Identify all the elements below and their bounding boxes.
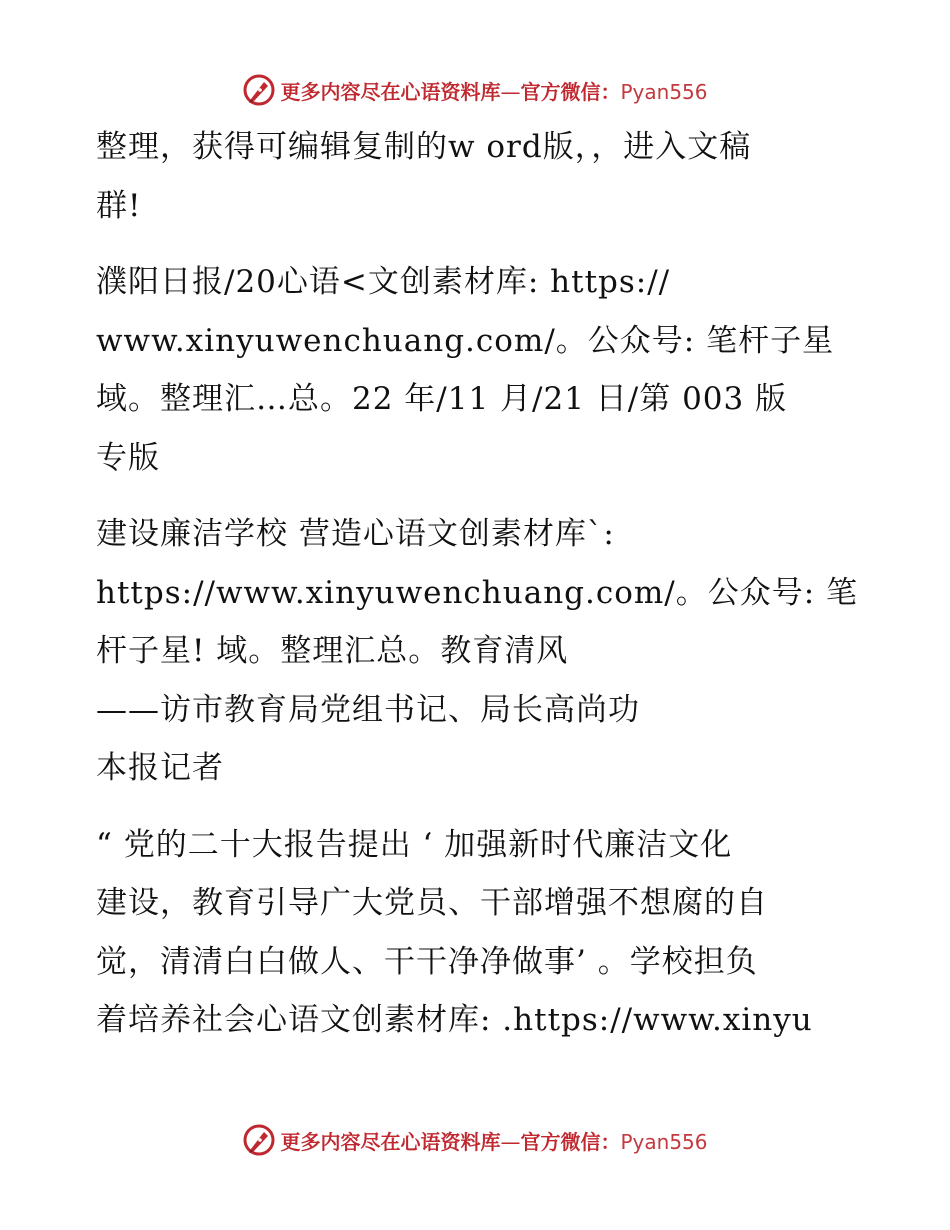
footer-brand [280,1126,707,1155]
header-wechat-label: 官方微信： [520,79,621,104]
header-banner [0,70,950,110]
text-line: 建设廉洁学校 营造心语文创素材库ˋ: [96,516,615,552]
text-line: 群! [96,187,142,224]
paragraph-6 [96,816,856,1050]
text-line: www.xinyuwenchuang.com/。公众号: 笔杆子星 [96,322,835,359]
pen-nib-logo-icon [242,73,276,107]
footer-banner [0,1120,950,1160]
paragraph-5 [96,739,856,798]
header-dash: — [500,79,521,104]
paragraph-2 [96,253,856,487]
text-line: “ 党的二十大报告提出 ‘ 加强新时代廉洁文化 [96,826,733,863]
pen-nib-logo-icon [242,1123,276,1157]
text-line: ——访市教育局党组书记、局长高尚功 [96,691,640,728]
paragraph-4 [96,681,856,740]
header-brand-text: 更多内容尽在心语资料库 [280,79,501,104]
header-brand [280,76,707,105]
text-line: 觉，清清白白做人、干干净净做事’ 。学校担负 [96,943,758,980]
text-line: 杆子星! 域。整理汇总。教育清风 [96,633,569,669]
document-body [96,118,859,1050]
footer-wechat-label: 官方微信： [520,1129,621,1154]
text-line: https://www.xinyuwenchuang.com/。公众号: 笔 [96,574,859,611]
text-line: 建设，教育引导广大党员、干部增强不想腐的自 [96,885,768,921]
text-line: 专版 [96,439,160,476]
text-line: 本报记者 [96,750,224,786]
header-wechat-id: Pyan556 [620,79,708,104]
paragraph-3 [96,505,859,681]
footer-dash: — [500,1129,521,1154]
footer-wechat-id: Pyan556 [620,1129,708,1154]
text-line: 域。整理汇…总。22 年/11 月/21 日/第 003 版 [96,381,788,417]
footer-brand-text: 更多内容尽在心语资料库 [280,1129,501,1154]
text-line: 濮阳日报/20心语<文创素材库: https:// [96,264,671,300]
paragraph-1 [96,118,856,235]
text-line: 着培养社会心语文创素材库: .https://www.xinyu [96,1002,813,1038]
text-line: 整理，获得可编辑复制的w ord版，，进入文稿 [96,129,752,165]
